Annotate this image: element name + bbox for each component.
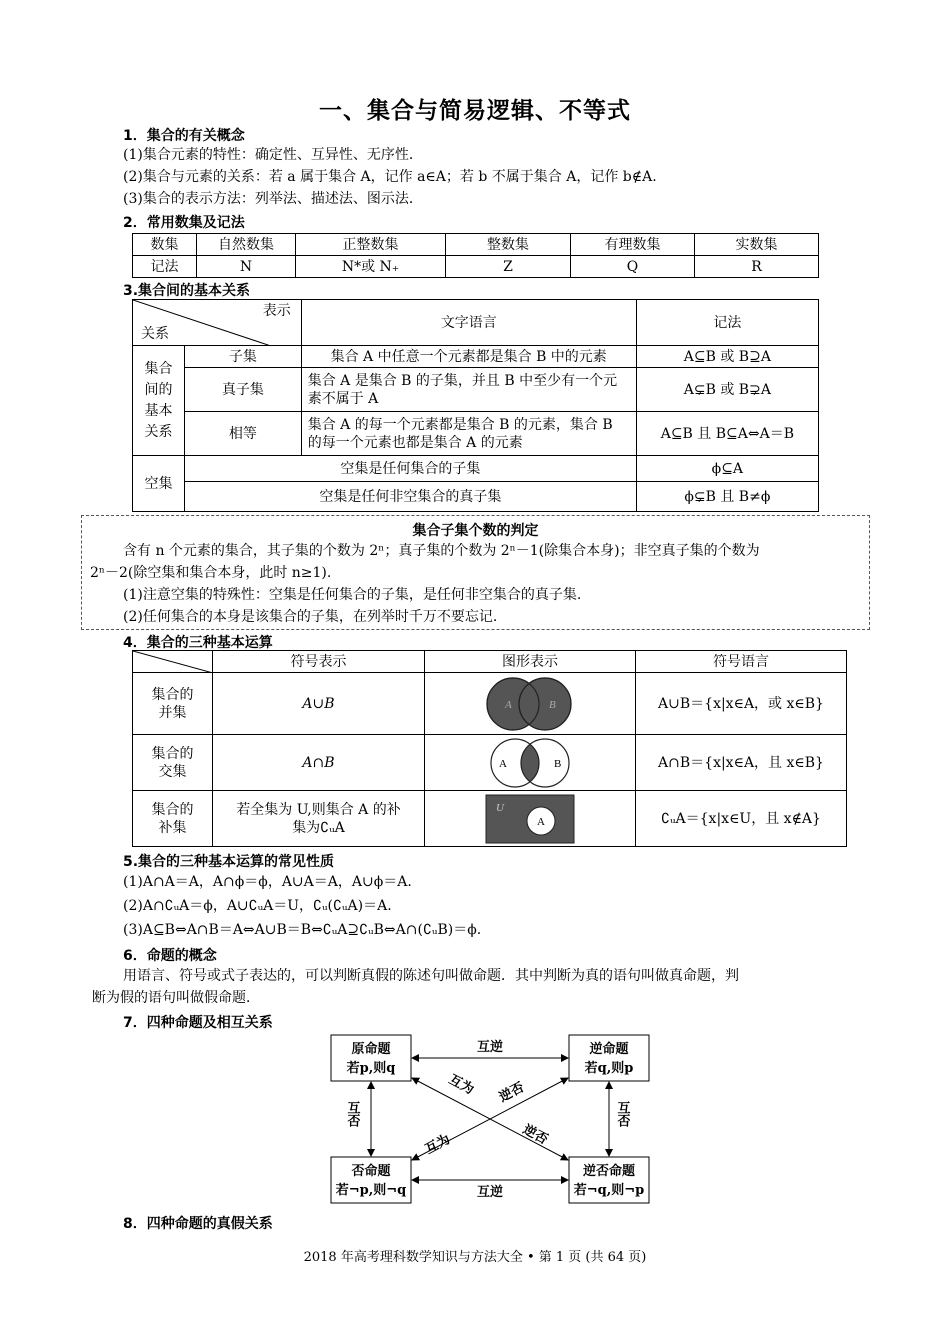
- label-right-mutual-negation: 互否: [614, 1101, 630, 1127]
- group-basic-relations: [133, 346, 185, 456]
- ns-cell-2: N*或 N₊: [296, 256, 446, 278]
- s5-line-1: (1)A∩A＝A，A∩ϕ＝ϕ，A∪A＝A，A∪ϕ＝A.: [123, 874, 412, 890]
- empty-note-1: ϕ⊊B 且 B≠ϕ: [636, 482, 818, 512]
- op-name-intersection: [133, 735, 213, 791]
- note-box-line-1: 含有 n 个元素的集合，其子集的个数为 2ⁿ；真子集的个数为 2ⁿ－1(除集合本身)；非空真子集的个数为: [123, 543, 760, 559]
- corner-bottom-label: 关系: [141, 326, 169, 342]
- four-propositions-diagram: [330, 1034, 650, 1206]
- venn-union-label-b: B: [549, 698, 556, 711]
- s5-line-2: (2)A∩∁ᵤA＝ϕ，A∪∁ᵤA＝U，∁ᵤ(∁ᵤA)＝A.: [123, 898, 392, 914]
- col-text-header: 文字语言: [301, 300, 636, 346]
- col-note-header: 记法: [636, 300, 818, 346]
- label-diag-mutual-1: 互为: [446, 1072, 477, 1098]
- s6-line-1: 用语言、符号或式子表达的，可以判断真假的陈述句叫做命题．其中判断为真的语句叫做真命题，判: [123, 968, 739, 984]
- contrapositive-form: 若¬q,则¬p: [573, 1183, 645, 1198]
- page-footer: 2018 年高考理科数学知识与方法大全 • 第 1 页 (共 64 页): [303, 1250, 647, 1265]
- op-name-complement-1: 集合的: [151, 801, 194, 818]
- rel-note-subset: A⊆B 或 B⊇A: [636, 346, 818, 368]
- contrapositive-title: 逆否命题: [582, 1164, 636, 1179]
- rel-name-equal: 相等: [185, 412, 302, 456]
- ns-header-4: 有理数集: [571, 234, 695, 256]
- rel-note-equal: A⊆B 且 B⊆A⇔A＝B: [636, 412, 818, 456]
- label-diag-contra-2: 逆否: [520, 1122, 551, 1148]
- note-box-title: 集合子集个数的判定: [412, 523, 539, 539]
- empty-text-0: 空集是任何集合的子集: [185, 456, 637, 482]
- op-sym-union: A∪B: [213, 673, 425, 735]
- group1-line-2: 基本: [144, 402, 173, 419]
- op-sym-complement: [213, 791, 425, 847]
- venn-intersection-label-a: A: [499, 757, 507, 770]
- section-2-heading: 2．常用数集及记法: [123, 215, 245, 231]
- rel-text-equal: 集合 A 的每一个元素都是集合 B 的元素，集合 B 的每一个元素也都是集合 A 的元素: [301, 412, 636, 456]
- op-name-intersection-1: 集合的: [151, 745, 194, 762]
- ns-header-1: 自然数集: [197, 234, 296, 256]
- op-name-union: [133, 673, 213, 735]
- empty-note-0: ϕ⊆A: [636, 456, 818, 482]
- label-diag-contra-1: 逆否: [496, 1080, 527, 1106]
- ops-header-lang: 符号语言: [636, 651, 847, 673]
- subset-count-note-box: [81, 515, 870, 630]
- note-box-line-2: 2ⁿ－2(除空集和集合本身，此时 n≥1).: [90, 565, 332, 581]
- ops-corner-cell: [133, 651, 213, 673]
- group1-line-3: 关系: [144, 423, 173, 440]
- s1-line-1: (1)集合元素的特性：确定性、互异性、无序性．: [123, 147, 423, 163]
- ns-cell-5: R: [695, 256, 819, 278]
- op-lang-complement: ∁ᵤA＝{x|x∈U，且 x∉A}: [636, 791, 847, 847]
- venn-complement-label-u: U: [496, 801, 504, 814]
- label-top-mutual-converse: 互逆: [476, 1040, 504, 1055]
- relations-corner-cell: [133, 300, 302, 346]
- ops-header-diagram: 图形表示: [425, 651, 636, 673]
- section-4-heading: 4．集合的三种基本运算: [123, 635, 273, 651]
- group1-line-1: 间的: [144, 381, 173, 398]
- op-sym-intersection: A∩B: [213, 735, 425, 791]
- converse-title: 逆命题: [589, 1042, 629, 1057]
- set-operations-table: [132, 650, 847, 847]
- op-name-union-2: 并集: [158, 704, 187, 721]
- note-box-line-3: (1)注意空集的特殊性：空集是任何集合的子集，是任何非空集合的真子集.: [123, 587, 582, 603]
- section-6-heading: 6．命题的概念: [123, 948, 217, 964]
- venn-intersection-label-b: B: [554, 757, 562, 770]
- original-form: 若p,则q: [346, 1061, 396, 1076]
- op-diagram-union: [425, 673, 636, 735]
- op-sym-complement-2: 集为∁ᵤA: [292, 819, 345, 836]
- rel-note-proper-subset: A⊊B 或 B⊋A: [636, 368, 818, 412]
- op-lang-intersection: A∩B＝{x|x∈A，且 x∈B}: [636, 735, 847, 791]
- ns-cell-3: Z: [446, 256, 571, 278]
- ns-cell-4: Q: [571, 256, 695, 278]
- s6-line-2: 断为假的语句叫做假命题．: [92, 990, 260, 1006]
- label-left-mutual-negation: 互否: [344, 1101, 360, 1127]
- group1-line-0: 集合: [144, 360, 173, 377]
- ns-header-2: 正整数集: [296, 234, 446, 256]
- page-title: 一、集合与简易逻辑、不等式: [319, 98, 631, 124]
- op-diagram-complement: [425, 791, 636, 847]
- rel-name-proper-subset: 真子集: [185, 368, 302, 412]
- empty-text-1: 空集是任何非空集合的真子集: [185, 482, 637, 512]
- op-sym-complement-1: 若全集为 U,则集合 A 的补: [236, 801, 401, 818]
- corner-top-label: 表示: [262, 303, 291, 319]
- section-1-heading: 1．集合的有关概念: [123, 128, 245, 144]
- s1-line-2: (2)集合与元素的关系：若 a 属于集合 A，记作 a∈A；若 b 不属于集合 A，记作 b∉A.: [123, 169, 657, 185]
- inverse-title: 否命题: [351, 1164, 391, 1179]
- ns-header-3: 整数集: [446, 234, 571, 256]
- ns-cell-0: 记法: [133, 256, 197, 278]
- rel-text-proper-subset: 集合 A 是集合 B 的子集，并且 B 中至少有一个元素不属于 A: [301, 368, 636, 412]
- section-8-heading: 8．四种命题的真假关系: [123, 1216, 273, 1232]
- venn-union-label-a: A: [505, 698, 512, 711]
- venn-complement-diagram: [485, 794, 575, 844]
- rel-name-subset: 子集: [185, 346, 302, 368]
- label-diag-mutual-2: 互为: [422, 1132, 453, 1158]
- venn-union-diagram: [475, 675, 585, 733]
- original-title: 原命题: [351, 1042, 391, 1057]
- op-name-union-1: 集合的: [151, 686, 194, 703]
- ops-header-sym: 符号表示: [213, 651, 425, 673]
- label-bottom-mutual-converse: 互逆: [476, 1185, 504, 1200]
- converse-form: 若q,则p: [584, 1061, 634, 1076]
- number-sets-table: [132, 233, 819, 278]
- rel-text-subset: 集合 A 中任意一个元素都是集合 B 中的元素: [301, 346, 636, 368]
- note-box-line-4: (2)任何集合的本身是该集合的子集，在列举时千万不要忘记.: [123, 609, 498, 625]
- s1-line-3: (3)集合的表示方法：列举法、描述法、图示法．: [123, 191, 423, 207]
- op-name-complement-2: 补集: [158, 819, 187, 836]
- inverse-form: 若¬p,则¬q: [335, 1183, 407, 1198]
- venn-intersection-diagram: [475, 736, 585, 790]
- op-diagram-intersection: [425, 735, 636, 791]
- ns-header-5: 实数集: [695, 234, 819, 256]
- venn-complement-label-a: A: [537, 815, 545, 828]
- ns-header-0: 数集: [133, 234, 197, 256]
- op-name-intersection-2: 交集: [158, 763, 187, 780]
- group-empty-set: 空集: [133, 456, 185, 512]
- op-lang-union: A∪B＝{x|x∈A，或 x∈B}: [636, 673, 847, 735]
- op-name-complement: [133, 791, 213, 847]
- ns-cell-1: N: [197, 256, 296, 278]
- s5-line-3: (3)A⊆B⇔A∩B＝A⇔A∪B＝B⇔∁ᵤA⊇∁ᵤB⇔A∩(∁ᵤB)＝ϕ.: [123, 922, 482, 938]
- section-5-heading: 5.集合的三种基本运算的常见性质: [123, 854, 335, 870]
- set-relations-table: [132, 299, 819, 512]
- ops-corner-diagonal: [133, 651, 213, 673]
- section-3-heading: 3.集合间的基本关系: [123, 283, 251, 299]
- section-7-heading: 7．四种命题及相互关系: [123, 1015, 273, 1031]
